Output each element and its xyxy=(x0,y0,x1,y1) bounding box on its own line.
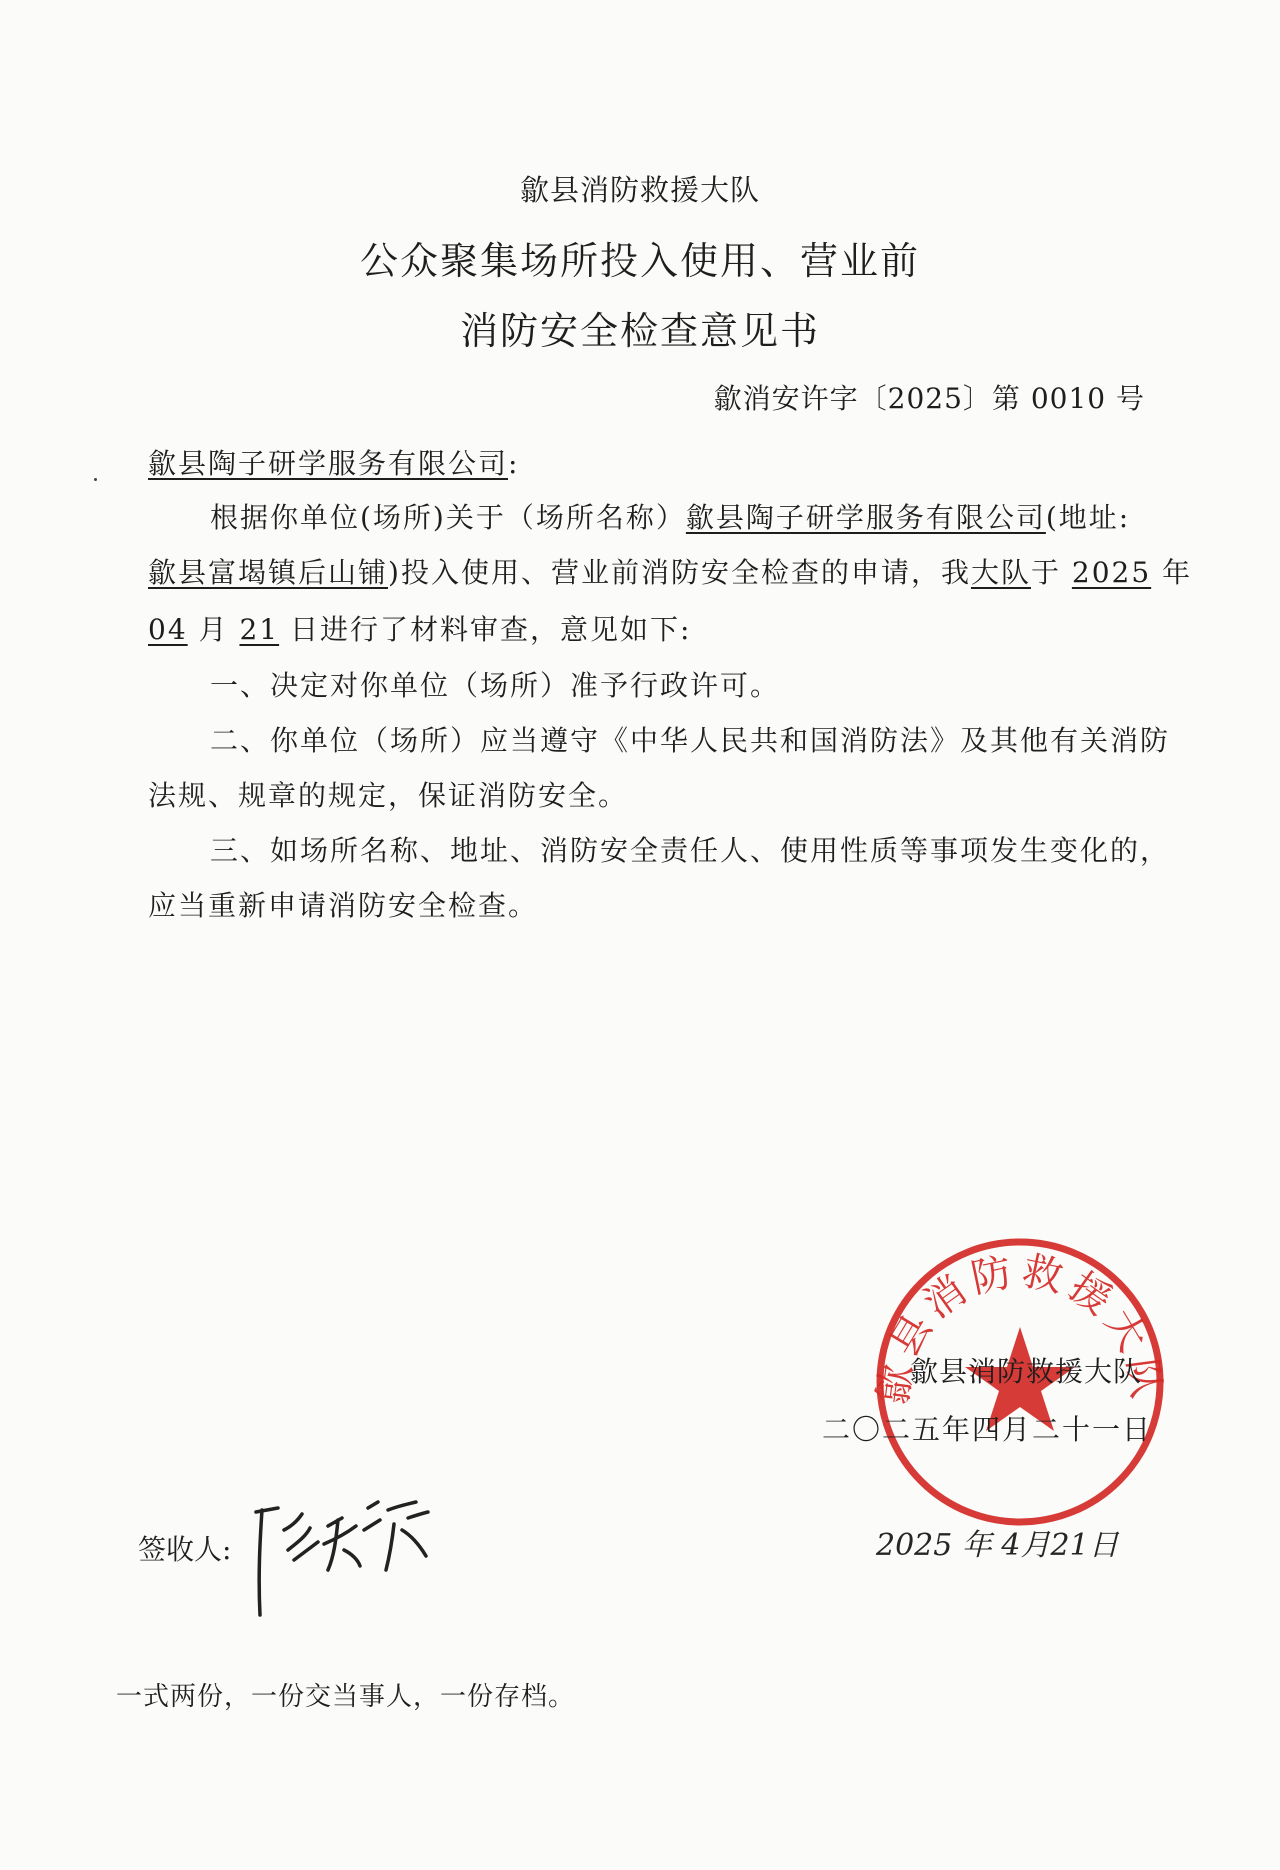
p1-month: 04 xyxy=(148,613,188,646)
p1-address: 歙县富堨镇后山铺 xyxy=(148,556,389,589)
p1-text-e: 年 xyxy=(1162,556,1193,589)
item1: 一、决定对你单位（场所）准予行政许可。 xyxy=(210,669,781,702)
p1-text-b: (地址: xyxy=(1045,501,1131,534)
issuer-heading: 歙县消防救援大队 xyxy=(519,173,760,207)
paragraph1-line2 xyxy=(148,551,1192,591)
item2-line2: 法规、规章的规定，保证消防安全。 xyxy=(148,779,629,812)
paragraph1-line1 xyxy=(210,496,1130,536)
signed-date: 2025 年 4月21日 xyxy=(876,1528,1119,1563)
p1-text-f: 月 xyxy=(198,613,229,646)
stray-mark xyxy=(94,478,97,481)
item3-line2: 应当重新申请消防安全检查。 xyxy=(148,889,539,922)
p1-text-c: )投入使用、营业前消防安全检查的申请，我 xyxy=(388,556,971,589)
p1-day: 21 xyxy=(239,613,280,646)
p1-unit: 大队 xyxy=(970,556,1031,589)
document-number: 歙消安许字〔2025〕第 0010 号 xyxy=(713,382,1145,415)
document-title-line1: 公众聚集场所投入使用、营业前 xyxy=(359,239,920,283)
addressee-name: 歙县陶子研学服务有限公司 xyxy=(148,447,509,480)
p1-place-name: 歙县陶子研学服务有限公司 xyxy=(685,501,1046,534)
item2-line1: 二、你单位（场所）应当遵守《中华人民共和国消防法》及其他有关消防 xyxy=(210,724,1171,757)
p1-year: 2025 xyxy=(1071,556,1152,589)
recipient-signature xyxy=(248,1490,448,1620)
p1-text-a: 根据你单位(场所)关于（场所名称） xyxy=(210,501,686,534)
recipient-label: 签收人: xyxy=(138,1533,232,1566)
p1-text-g: 日进行了材料审查，意见如下: xyxy=(290,613,692,646)
p1-text-d: 于 xyxy=(1030,556,1061,589)
signing-authority: 歙县消防救援大队 xyxy=(910,1355,1143,1388)
addressee-line xyxy=(148,442,519,482)
seal-text: 歙县消防救援大队 xyxy=(870,1248,1170,1408)
paragraph1-line3 xyxy=(148,608,691,648)
issue-date: 二〇二五年四月二十一日 xyxy=(822,1413,1153,1446)
item3-line1: 三、如场所名称、地址、消防安全责任人、使用性质等事项发生变化的， xyxy=(210,834,1171,867)
addressee-suffix: : xyxy=(508,447,520,480)
document-title-line2: 消防安全检查意见书 xyxy=(459,309,820,353)
copies-note: 一式两份，一份交当事人，一份存档。 xyxy=(116,1682,576,1712)
